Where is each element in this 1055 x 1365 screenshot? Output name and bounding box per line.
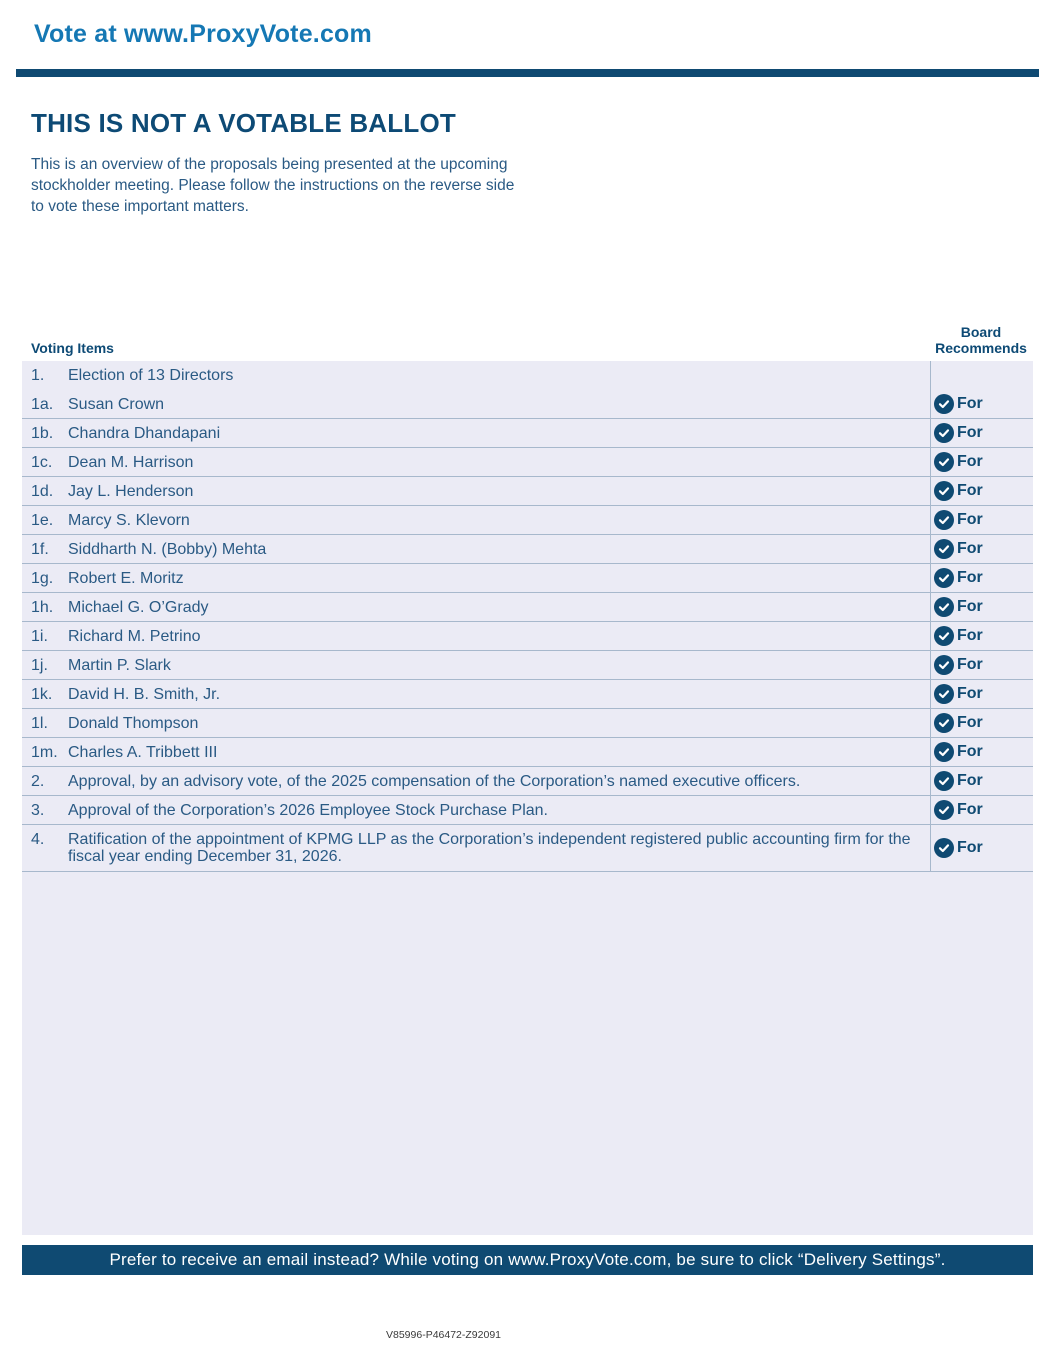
voting-item-row (22, 622, 1033, 651)
board-recommendation (934, 838, 983, 858)
board-recommendation (934, 742, 983, 762)
voting-item-text: Approval of the Corporation’s 2026 Employee Stock Purchase Plan. (68, 802, 548, 819)
voting-item-text: Approval, by an advisory vote, of the 2025 compensation of the Corporation’s named executive officers. (68, 773, 801, 790)
board-recommendation (934, 568, 983, 588)
check-circle-icon (934, 452, 954, 472)
voting-item-number: 1h. (31, 599, 54, 616)
voting-item-text: Susan Crown (68, 396, 165, 413)
voting-item-number: 2. (31, 773, 45, 790)
check-circle-icon (934, 713, 954, 733)
check-circle-icon (934, 838, 954, 858)
voting-item-number: 1i. (31, 628, 48, 645)
board-recommendation (934, 539, 983, 559)
recommendation-label: For (957, 482, 983, 499)
recommendation-label: For (957, 453, 983, 470)
recommendation-label: For (957, 627, 983, 644)
recommendation-label: For (957, 772, 983, 789)
voting-item-text: Chandra Dhandapani (68, 425, 221, 442)
board-recommendation (934, 510, 983, 530)
check-circle-icon (934, 684, 954, 704)
board-recommendation (934, 800, 983, 820)
intro-text: This is an overview of the proposals being presented at the upcoming stockholder meeting. Please follow the instructions on the reverse side to vote these important matters. (31, 156, 515, 215)
voting-item-number: 4. (31, 831, 45, 848)
board-recommendation (934, 394, 983, 414)
voting-item-text: Election of 13 Directors (68, 367, 234, 384)
check-circle-icon (934, 800, 954, 820)
voting-item-number: 1. (31, 367, 45, 384)
board-recommendation (934, 771, 983, 791)
board-recommendation (934, 626, 983, 646)
board-recommendation (934, 481, 983, 501)
voting-item-text: Dean M. Harrison (68, 454, 194, 471)
check-circle-icon (934, 771, 954, 791)
not-votable-heading: THIS IS NOT A VOTABLE BALLOT (31, 108, 456, 138)
check-circle-icon (934, 742, 954, 762)
recommendation-label: For (957, 801, 983, 818)
voting-item-text: David H. B. Smith, Jr. (68, 686, 221, 703)
recommendation-label: For (957, 511, 983, 528)
proxyvote-title: Vote at www.ProxyVote.com (34, 20, 372, 48)
voting-item-row (22, 390, 1033, 419)
voting-item-number: 1f. (31, 541, 49, 558)
recommendation-label: For (957, 656, 983, 673)
voting-item-row (22, 535, 1033, 564)
voting-item-number: 1b. (31, 425, 54, 442)
check-circle-icon (934, 568, 954, 588)
board-recommendation (934, 597, 983, 617)
recommendation-label: For (957, 839, 983, 856)
board-recommends-line1: Board (960, 324, 1002, 340)
voting-items-panel (22, 361, 1033, 1235)
voting-item-number: 1k. (31, 686, 53, 703)
voting-item-row (22, 361, 1033, 390)
recommendation-label: For (957, 540, 983, 557)
voting-item-row (22, 593, 1033, 622)
voting-item-text: Richard M. Petrino (68, 628, 201, 645)
board-recommendation (934, 655, 983, 675)
board-recommendation (934, 684, 983, 704)
recommendation-label: For (957, 743, 983, 760)
voting-item-row (22, 419, 1033, 448)
voting-items-header: Voting Items (31, 340, 114, 356)
voting-item-number: 3. (31, 802, 45, 819)
voting-item-row (22, 709, 1033, 738)
voting-item-number: 1a. (31, 396, 54, 413)
voting-item-text: Siddharth N. (Bobby) Mehta (68, 541, 267, 558)
voting-item-number: 1l. (31, 715, 48, 732)
voting-item-text: Robert E. Moritz (68, 570, 184, 587)
voting-item-number: 1m. (31, 744, 58, 761)
recommendation-label: For (957, 714, 983, 731)
recommendation-label: For (957, 685, 983, 702)
voting-item-row (22, 448, 1033, 477)
check-circle-icon (934, 655, 954, 675)
voting-item-text: Jay L. Henderson (68, 483, 194, 500)
check-circle-icon (934, 626, 954, 646)
voting-item-text: Charles A. Tribbett III (68, 744, 218, 761)
board-recommends-line2: Recommends (935, 340, 1027, 356)
voting-item-row (22, 767, 1033, 796)
check-circle-icon (934, 539, 954, 559)
voting-item-text: Donald Thompson (68, 715, 199, 732)
check-circle-icon (934, 597, 954, 617)
board-recommendation (934, 423, 983, 443)
voting-item-number: 1c. (31, 454, 53, 471)
email-delivery-banner: Prefer to receive an email instead? While voting on www.ProxyVote.com, be sure to click “Delivery Settings”. (22, 1245, 1033, 1275)
board-recommends-header (928, 324, 1034, 356)
voting-item-row (22, 564, 1033, 593)
voting-item-row (22, 477, 1033, 506)
voting-item-row (22, 825, 1033, 872)
voting-item-number: 1d. (31, 483, 54, 500)
board-recommendation (934, 452, 983, 472)
voting-item-row (22, 738, 1033, 767)
recommendation-label: For (957, 395, 983, 412)
voting-item-text: Michael G. O’Grady (68, 599, 209, 616)
voting-item-text: Ratification of the appointment of KPMG LLP as the Corporation’s independent registered public accounting firm for the fiscal year ending December 31, 2026. (68, 831, 911, 865)
voting-item-number: 1j. (31, 657, 48, 674)
check-circle-icon (934, 510, 954, 530)
check-circle-icon (934, 394, 954, 414)
header-divider (16, 69, 1039, 77)
recommendation-label: For (957, 569, 983, 586)
recommendation-label: For (957, 598, 983, 615)
check-circle-icon (934, 423, 954, 443)
voting-item-row (22, 651, 1033, 680)
voting-item-number: 1g. (31, 570, 54, 587)
voting-item-number: 1e. (31, 512, 54, 529)
check-circle-icon (934, 481, 954, 501)
voting-item-row (22, 506, 1033, 535)
voting-item-text: Martin P. Slark (68, 657, 171, 674)
document-code: V85996-P46472-Z92091 (386, 1329, 502, 1341)
board-recommendation (934, 713, 983, 733)
voting-item-row (22, 680, 1033, 709)
voting-item-row (22, 796, 1033, 825)
voting-item-text: Marcy S. Klevorn (68, 512, 190, 529)
recommendation-label: For (957, 424, 983, 441)
